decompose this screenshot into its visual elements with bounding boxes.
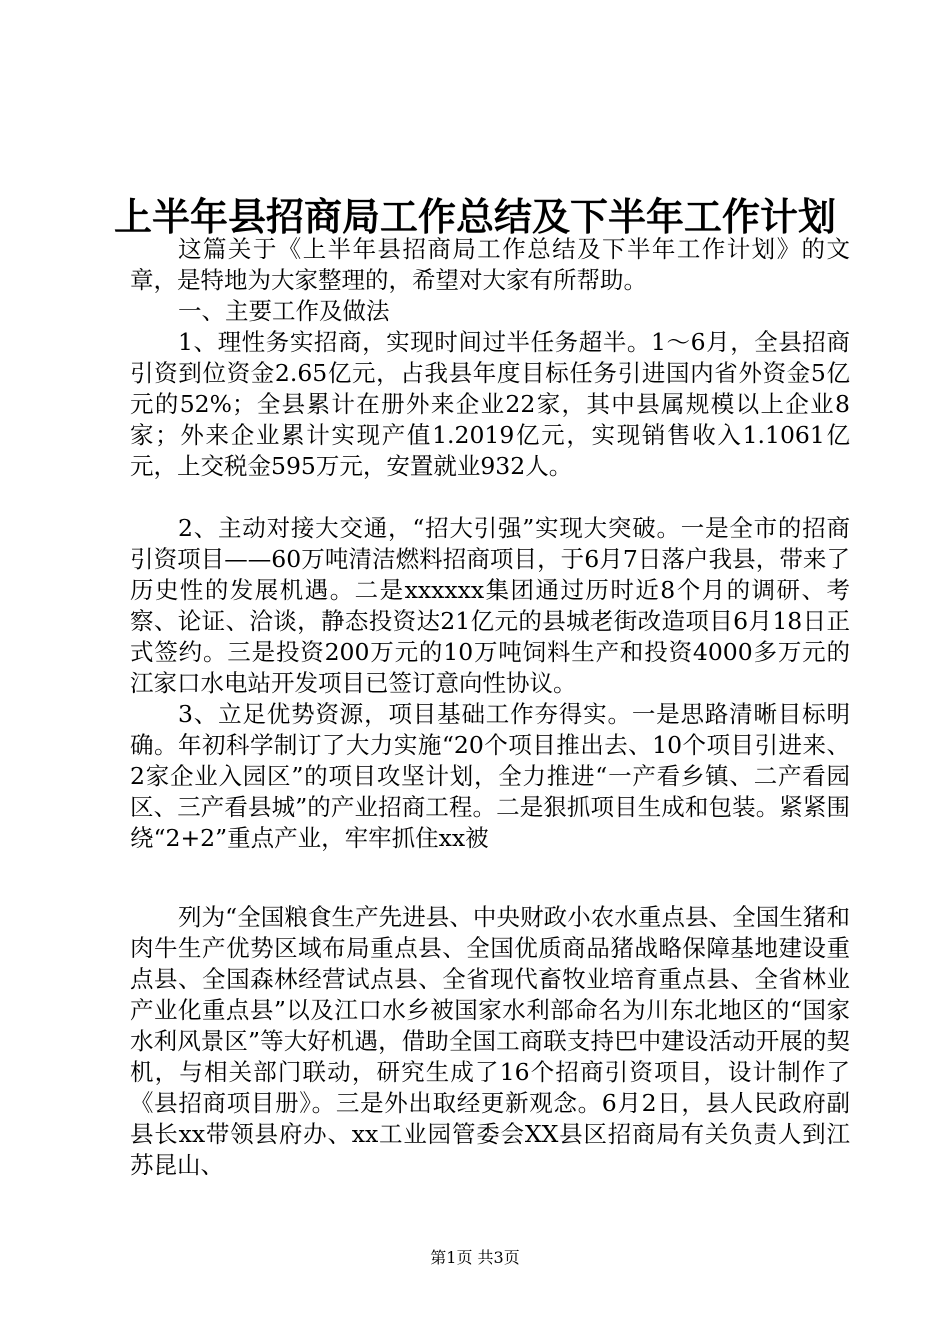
document-title: 上半年县招商局工作总结及下半年工作计划	[113, 194, 836, 239]
paragraph-gap	[130, 482, 850, 513]
intro-paragraph: 这篇关于《上半年县招商局工作总结及下半年工作计划》的文章，是特地为大家整理的，希望对大家有所帮助。	[130, 235, 850, 294]
section-heading-main-work: 一、主要工作及做法	[178, 297, 390, 325]
paragraph-item-2: 2、主动对接大交通，“招大引强”实现大突破。一是全市的招商引资项目——60万吨清洁燃料招商项目，于6月7日落户我县，带来了历史性的发展机遇。二是xxxxxx集团通过历时近8个月的调研、考察、论证、洽谈，静态投资达21亿元的县城老街改造项目6月18日正式签约。三是投资200万元的10万吨饲料生产和投资4000多万元的江家口水电站开发项目已签订意向性协议。	[130, 514, 850, 697]
paragraph-item-1: 1、理性务实招商，实现时间过半任务超半。1～6月，全县招商引资到位资金2.65亿元，占我县年度目标任务引进国内省外资金5亿元的52%；全县累计在册外来企业22家，其中县属规模以上企业8家；外来企业累计实现产值1.2019亿元，实现销售收入1.1061亿元，上交税金595万元，安置就业932人。	[130, 328, 850, 480]
document-body-part-1	[130, 234, 850, 854]
paragraph-item-3: 3、立足优势资源，项目基础工作夯得实。一是思路清晰目标明确。年初科学制订了大力实施“20个项目推出去、10个项目引进来、2家企业入园区”的项目攻坚计划，全力推进“一产看乡镇、二产看园区、三产看县城”的产业招商工程。二是狠抓项目生成和包装。紧紧围绕“2+2”重点产业，牢牢抓住xx被	[130, 700, 850, 852]
paragraph-continuation: 列为“全国粮食生产先进县、中央财政小农水重点县、全国生猪和肉牛生产优势区域布局重点县、全国优质商品猪战略保障基地建设重点县、全国森林经营试点县、全省现代畜牧业培育重点县、全省林业产业化重点县”以及江口水乡被国家水利部命名为川东北地区的“国家水利风景区”等大好机遇，借助全国工商联支持巴中建设活动开展的契机，与相关部门联动，研究生成了16个招商引资项目，设计制作了《县招商项目册》。三是外出取经更新观念。6月2日，县人民政府副县长xx带领县府办、xx工业园管委会XX县区招商局有关负责人到江苏昆山、	[130, 903, 850, 1179]
page-footer: 第1页 共3页	[430, 1248, 520, 1267]
document-body-part-2	[130, 902, 850, 1181]
